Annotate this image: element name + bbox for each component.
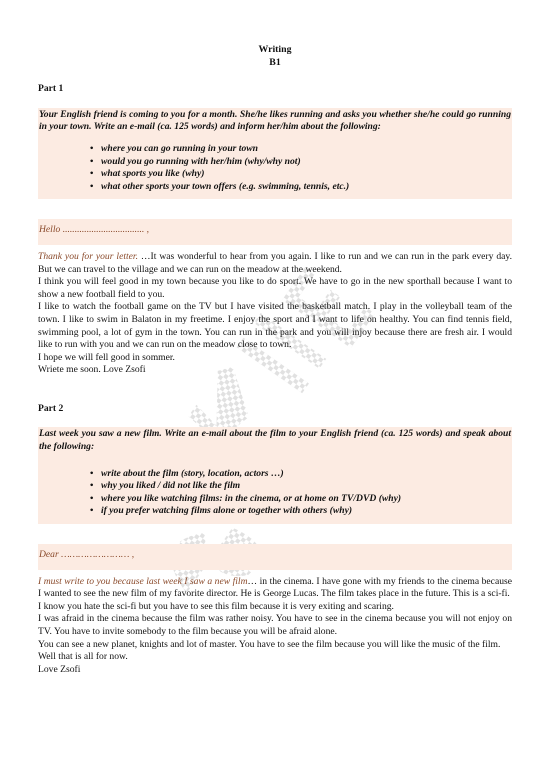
- document-page: [38, 44, 512, 676]
- part1-task-text: Your English friend is coming to you for a month. She/he likes running and asks you whether she/he could go running in your town. Write an e-mail (ca. 125 words) and inform her/him about the following:: [39, 108, 511, 133]
- page-title: Writing: [258, 44, 292, 55]
- part1-task: [38, 108, 512, 200]
- list-item: • where you like watching films: in the cinema, or at home on TV/DVD (why): [101, 493, 511, 506]
- paragraph: I think you will feel good in my town because you like to do sport. We have to go in the new sporthall because I want to show a new football field to you.: [38, 276, 512, 300]
- paragraph: Love Zsofi: [38, 663, 81, 675]
- paragraph: [38, 251, 512, 276]
- paragraph: I hope we will fell good in sommer.: [38, 351, 175, 363]
- part2-greeting: Dear …………………… ,: [38, 544, 512, 570]
- list-item: • if you prefer watching films alone or together with others (why): [101, 505, 511, 518]
- list-item: • write about the film (story, location, actors …): [101, 468, 511, 481]
- part2-task: [38, 427, 512, 524]
- part2-heading: Part 2: [38, 402, 64, 414]
- list-item: • what sports you like (why): [101, 168, 511, 181]
- paragraph: I like to watch the football game on the TV but I have visited the basketball match. I play in the volleyball team of the town. I like to swim in Balaton in my freetime. I enjoy the sport and I want to life on healthy. You can find tennis field, swimming pool, a lot of gym in the town. You can run in the park and you will injoy because there are fresh air. I would like to run with you and we can run on the meadow close to town.: [38, 301, 512, 351]
- list-item: • would you go running with her/him (why/why not): [101, 156, 511, 169]
- part1-answer: [38, 251, 512, 377]
- answer-text: …It was wonderful to hear from you again. I like to run and we can run in the park every day. But we can travel to the village and we can run on the meadow at the weekend.: [38, 250, 512, 275]
- paragraph: Wriete me soon. Love Zsofi: [38, 364, 146, 376]
- paragraph: [38, 576, 512, 601]
- page-level: B1: [269, 56, 281, 68]
- paragraph: Well that is all for now.: [38, 651, 128, 663]
- paragraph: I know you hate the sci-fi but you have to see this film because it is very exiting and scaring.: [38, 600, 394, 612]
- part1-greeting: Hello .................................. ,: [38, 219, 512, 245]
- lead-phrase: Thank you for your letter.: [38, 250, 138, 262]
- paragraph: I was afraid in the cinema because the film was rather noisy. You have to see in the cinema because you will not enjoy on TV. You have to invite somebody to the film because you will be afraid alone.: [38, 613, 512, 637]
- lead-phrase: I must write to you because last week I saw a new film: [38, 575, 248, 587]
- part1-heading: Part 1: [38, 83, 64, 95]
- paragraph: You can see a new planet, knights and lot of master. You have to see the film because you will like the music of the film.: [38, 638, 501, 650]
- part2-answer: [38, 576, 512, 677]
- list-item: • where you can go running in your town: [101, 143, 511, 156]
- part2-bullet-list: [39, 468, 511, 518]
- list-item: • why you liked / did not like the film: [101, 480, 511, 493]
- list-item: • what other sports your town offers (e.g. swimming, tennis, etc.): [101, 181, 511, 194]
- part2-task-text: Last week you saw a new film. Write an e-mail about the film to your English friend (ca. 125 words) and speak about the following:: [39, 428, 511, 453]
- answer-text: … in the cinema. I have gone with my friends to the cinema because I wanted to see the new film of my favorite director. He is George Lucas. The film takes place in the future. This is a sci-fi.: [38, 575, 512, 600]
- part1-bullet-list: [39, 143, 511, 193]
